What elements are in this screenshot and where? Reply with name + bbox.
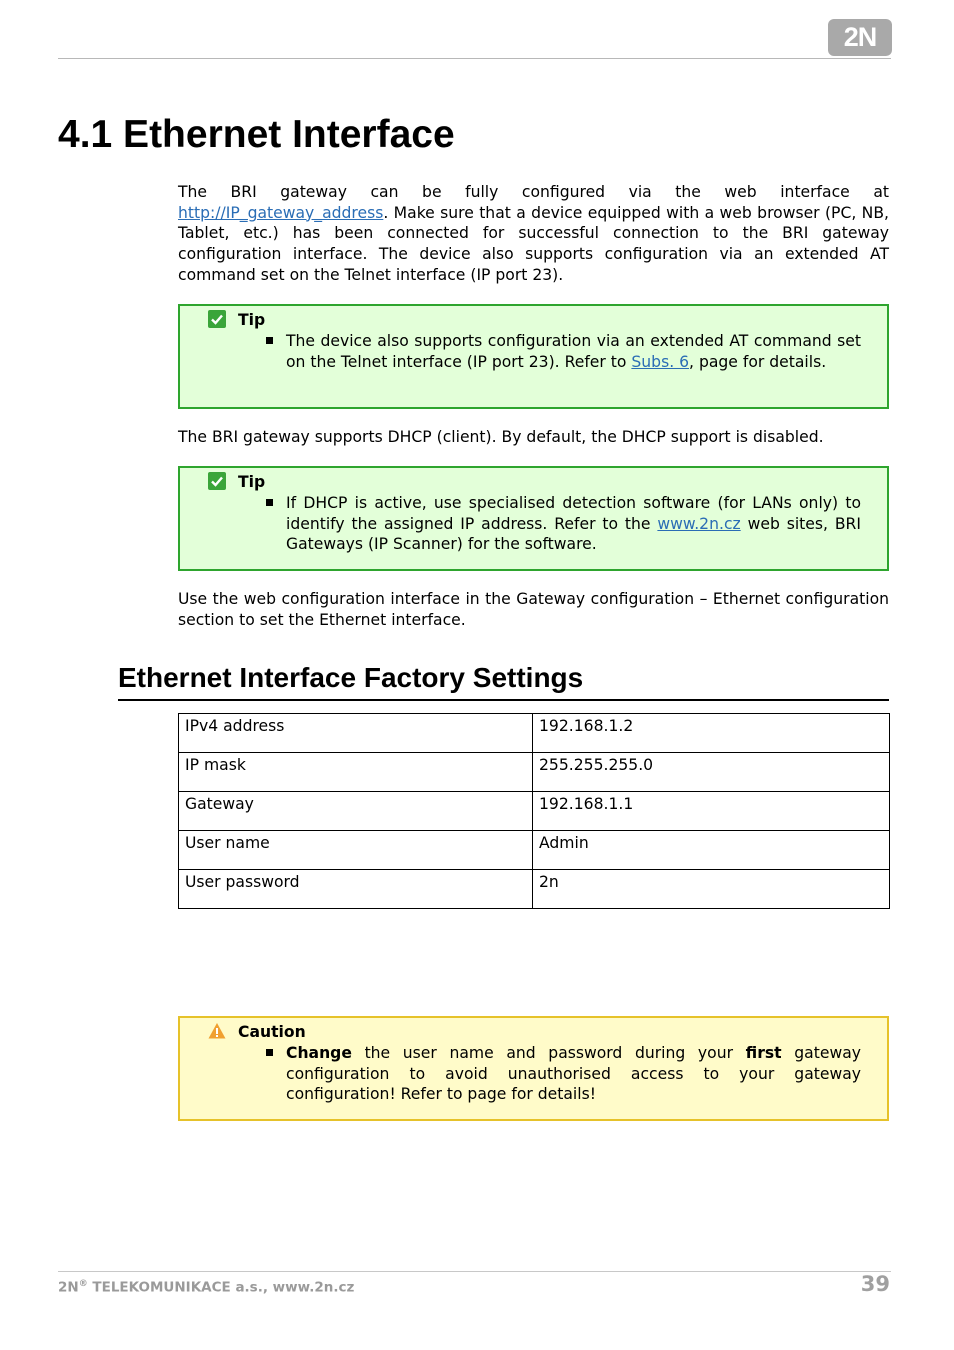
warning-icon <box>208 1022 226 1040</box>
page-number: 39 <box>860 1272 890 1296</box>
setting-value: 192.168.1.1 <box>533 792 890 831</box>
setting-value: 192.168.1.2 <box>533 714 890 753</box>
company-logo: 2N <box>828 19 892 56</box>
tip-text: The device also supports configuration via an extended AT command set on the Telnet interface (IP port 23). Refer to Subs. 6, page for details. <box>286 332 861 371</box>
setting-value: 2n <box>533 870 890 909</box>
footer-rule <box>58 1271 891 1272</box>
tip-title: Tip <box>238 473 266 491</box>
page-title: 4.1 Ethernet Interface <box>58 113 455 156</box>
usage-paragraph: Use the web configuration interface in the Gateway configuration – Ethernet configuration section to set the Ethernet interface. <box>178 590 889 629</box>
website-link[interactable]: www.2n.cz <box>657 514 741 533</box>
section-title: Ethernet Interface Factory Settings <box>118 660 889 701</box>
setting-name: IP mask <box>179 753 533 792</box>
setting-name: User password <box>179 870 533 909</box>
header-rule <box>58 58 891 59</box>
checkmark-icon <box>208 310 226 328</box>
footer-company: 2N® TELEKOMUNIKACE a.s., www.2n.cz <box>58 1279 355 1296</box>
intro-first-line: The BRI gateway can be fully configured via the web interface at <box>178 183 889 201</box>
intro-paragraph <box>178 182 889 286</box>
intro-rest: . Make sure that a device equipped with a web browser (PC, NB, Tablet, etc.) has been connected for successful connection to the BRI gateway configuration interface. The device also supports configuration via an extended AT command set on the Telnet interface (IP port 23). <box>178 203 889 284</box>
setting-value: 255.255.255.0 <box>533 753 890 792</box>
tip-box-telnet <box>178 304 889 409</box>
setting-name: Gateway <box>179 792 533 831</box>
tip-box-dhcp <box>178 466 889 571</box>
tip-text: If DHCP is active, use specialised detection software (for LANs only) to identify the assigned IP address. Refer to the www.2n.cz web sites, BRI Gateways (IP Scanner) for the software. <box>286 494 861 554</box>
gateway-address-link[interactable]: http://IP_gateway_address <box>178 203 384 222</box>
caution-text: Change the user name and password during your first gateway configuration to avoid unauthorised access to your gateway configuration! Refer to page for details! <box>286 1044 861 1104</box>
caution-box <box>178 1016 889 1121</box>
table-row <box>179 831 890 870</box>
dhcp-paragraph: The BRI gateway supports DHCP (client). By default, the DHCP support is disabled. <box>178 428 824 446</box>
setting-value: Admin <box>533 831 890 870</box>
bullet <box>266 1049 273 1056</box>
caution-title: Caution <box>238 1023 306 1041</box>
setting-name: User name <box>179 831 533 870</box>
checkmark-icon <box>208 472 226 490</box>
bullet <box>266 337 273 344</box>
table-row <box>179 792 890 831</box>
table-row <box>179 870 890 909</box>
setting-name: IPv4 address <box>179 714 533 753</box>
factory-settings-table <box>178 713 890 909</box>
table-row <box>179 753 890 792</box>
tip-title: Tip <box>238 311 266 329</box>
bullet <box>266 499 273 506</box>
subsection-link[interactable]: Subs. 6 <box>631 352 690 371</box>
table-row <box>179 714 890 753</box>
